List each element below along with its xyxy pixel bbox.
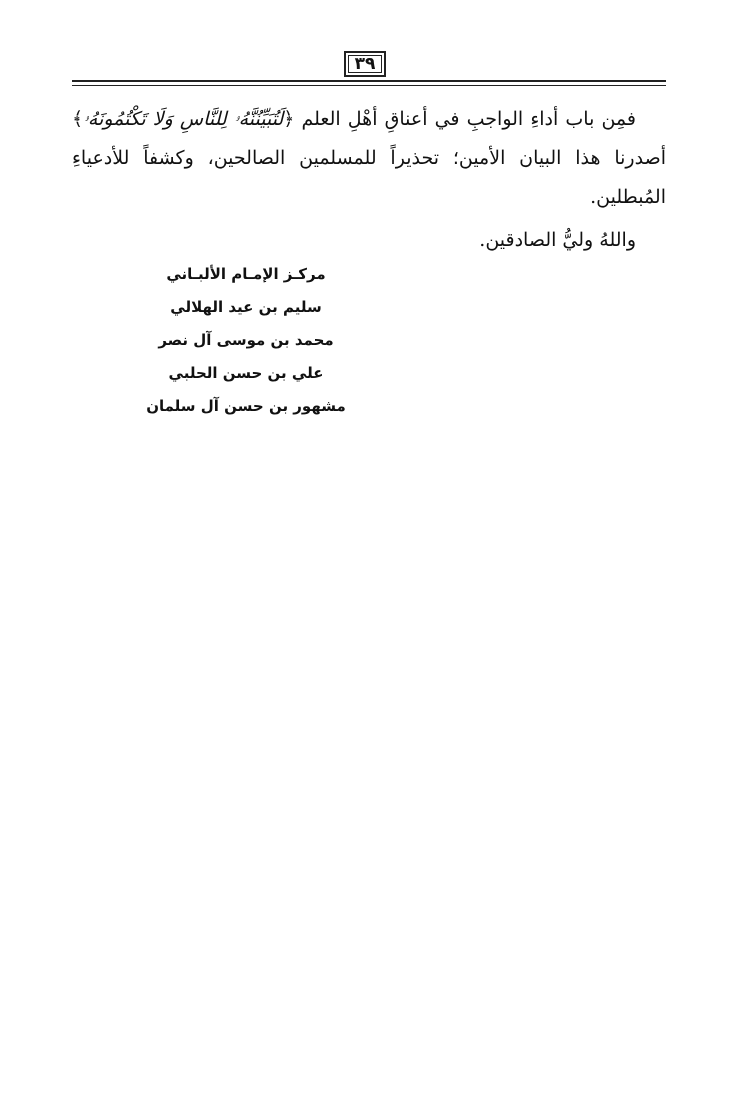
header-rule-thin <box>72 85 666 86</box>
signature-organization: مركـز الإمـام الألبـاني <box>166 265 326 283</box>
signature-name: سليم بن عيد الهلالي <box>170 298 322 316</box>
paragraph-text-start: فمِن باب أداءِ الواجبِ في أعناقِ أهْلِ العلم ﴿ <box>283 108 637 130</box>
signature-name: محمد بن موسى آل نصر <box>158 331 334 349</box>
closing-line: واللهُ وليُّ الصادقين. <box>479 229 636 251</box>
main-paragraph <box>72 100 666 217</box>
quran-verse: لَتُبَيِّنُنَّهُۥ لِلنَّاسِ وَلَا تَكْتُمُونَهُۥ <box>83 108 284 130</box>
paragraph-text-end: ﴾ أصدرنا هذا البيان الأمين؛ تحذيراً للمسلمين الصالحين، وكشفاً للأدعياءِ المُبطلين. <box>72 108 666 208</box>
signature-name: علي بن حسن الحلبي <box>168 364 324 382</box>
header-rule-thick <box>72 80 666 82</box>
page-number-frame <box>344 51 386 77</box>
signature-block <box>140 258 352 423</box>
signature-name: مشهور بن حسن آل سلمان <box>146 397 346 415</box>
body-text <box>72 100 666 260</box>
page-number: ٣٩ <box>354 53 376 74</box>
